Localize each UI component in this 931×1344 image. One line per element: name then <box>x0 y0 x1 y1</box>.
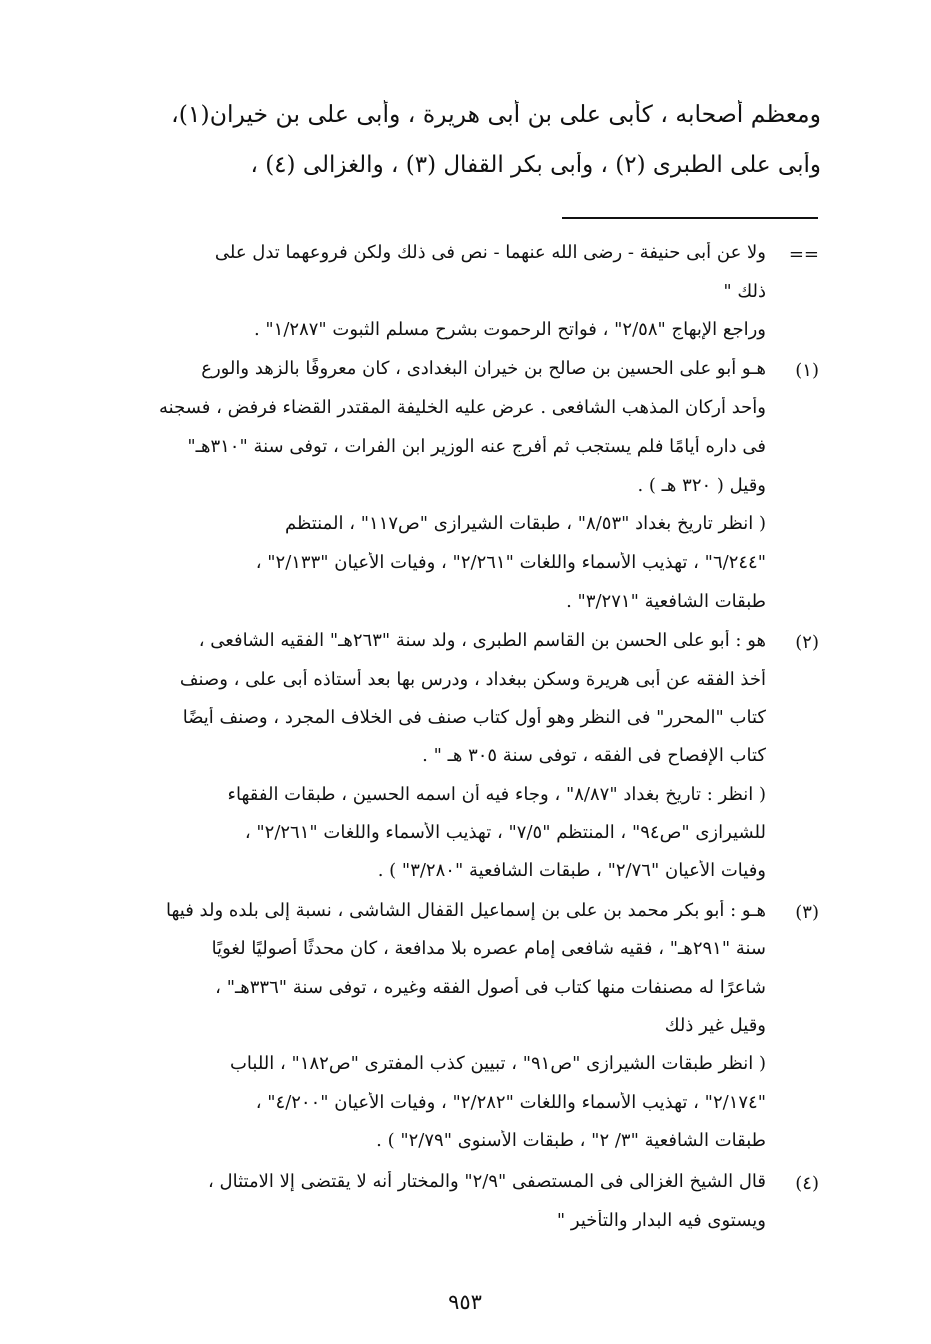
footnote-2-line-5: ( انظر : تاريخ بغداد "٨/٨٧" ، وجاء فيه أن اسمه الحسين ، طبقات الفقهاء <box>227 784 766 805</box>
main-text-line-2: وأبى على الطبرى (٢) ، وأبى بكر القفال (٣) ، والغزالى (٤) ، <box>250 152 821 178</box>
footnote-3-line-2: سنة "٢٩١هـ" ، فقيه شافعى إمام عصره بلا مدافعة ، كان محدثًا أصوليًا لغويًا <box>211 938 766 959</box>
footnote-3-line-7: طبقات الشافعية "٣/ ٢" ، طبقات الأسنوى "٢/٧٩" ) . <box>376 1130 766 1151</box>
continuation-line-3: وراجع الإبهاج "٢/٥٨" ، فواتح الرحموت بشرح مسلم الثبوت "١/٢٨٧" . <box>253 319 766 340</box>
continuation-line-1: ولا عن أبى حنيفة - رضى الله عنهما - نص فى ذلك ولكن فروعهما تدل على <box>214 242 766 263</box>
footnote-1-line-7: طبقات الشافعية "٣/٢٧١" . <box>566 591 766 612</box>
footnote-3-line-3: شاعرًا له مصنفات منها كتاب فى أصول الفقه وغيره ، توفى سنة "٣٣٦هـ" ، <box>215 977 766 998</box>
footnote-4-line-1: قال الشيخ الغزالى فى المستصفى "٢/٩" والمختار أنه لا يقتضى إلا الامتثال ، <box>208 1171 766 1192</box>
footnote-1-line-3: فى داره أيامًا فلم يستجب ثم أفرج عنه الوزير ابن الفرات ، توفى سنة "٣١٠هـ" <box>187 436 766 457</box>
footnote-2-number: (٢) <box>795 632 819 653</box>
footnote-2-line-3: كتاب "المحرر" فى النظر وهو أول كتاب صنف فى الخلاف المجرد ، وصنف أيضًا <box>182 707 766 728</box>
continuation-line-2: ذلك " <box>723 281 766 302</box>
continuation-marker: == <box>788 244 819 265</box>
footnote-1-line-4: وقيل ( ٣٢٠ هـ ) . <box>637 475 766 496</box>
footnote-1-line-6: "٦/٢٤٤" ، تهذيب الأسماء واللغات "٢/٢٦١" ، وفيات الأعيان "٢/١٣٣" ، <box>255 552 766 573</box>
footnote-3-line-1: هـو : أبو بكر محمد بن على بن إسماعيل القفال الشاشى ، نسبة إلى بلده ولد فيها <box>166 900 766 921</box>
footnote-1-number: (١) <box>795 360 819 381</box>
footnote-2-line-1: هو : أبو على الحسن بن القاسم الطبرى ، ولد سنة "٢٦٣هـ" الفقيه الشافعى ، <box>198 630 766 651</box>
footnote-2-line-7: وفيات الأعيان "٢/٧٦" ، طبقات الشافعية "٣/٢٨٠" ) . <box>377 860 766 881</box>
footnote-3-line-4: وقيل غير ذلك <box>664 1015 766 1036</box>
footnote-1-line-1: هـو أبو على الحسين بن صالح بن خيران البغدادى ، كان معروفًا بالزهد والورع <box>201 358 766 379</box>
footnote-2-line-4: كتاب الإفصاح فى الفقه ، توفى سنة ٣٠٥ هـ " . <box>422 745 766 766</box>
page-number: ٩٥٣ <box>448 1290 482 1314</box>
footnote-4-line-2: ويستوى فيه البدار والتأخير " <box>556 1210 766 1231</box>
footnote-2-line-2: أخذ الفقه عن أبى هريرة وسكن ببغداد ، ودرس بها بعد أستاذه أبى على ، وصنف <box>179 669 766 690</box>
footnote-4-number: (٤) <box>795 1173 819 1194</box>
footnote-3-line-5: ( انظر طبقات الشيرازى "ص٩١" ، تبيين كذب المفترى "ص١٨٢" ، اللباب <box>229 1053 766 1074</box>
footnote-divider <box>562 217 818 219</box>
footnote-2-line-6: للشيرازى "ص٩٤" ، المنتظم "٧/٥" ، تهذيب الأسماء واللغات "٢/٢٦١" ، <box>244 822 766 843</box>
footnote-3-number: (٣) <box>795 902 819 923</box>
footnote-1-line-5: ( انظر تاريخ بغداد "٨/٥٣" ، طبقات الشيرازى "ص١١٧" ، المنتظم <box>284 513 766 534</box>
main-text-line-1: ومعظم أصحابه ، كأبى على بن أبى هريرة ، وأبى على بن خيران(١)، <box>171 100 821 128</box>
footnote-3-line-6: "٢/١٧٤" ، تهذيب الأسماء واللغات "٢/٢٨٢" ، وفيات الأعيان "٤/٢٠٠" ، <box>255 1092 766 1113</box>
footnote-1-line-2: وأحد أركان المذهب الشافعى . عرض عليه الخليفة المقتدر القضاء فرفض ، فسجنه <box>159 397 766 418</box>
